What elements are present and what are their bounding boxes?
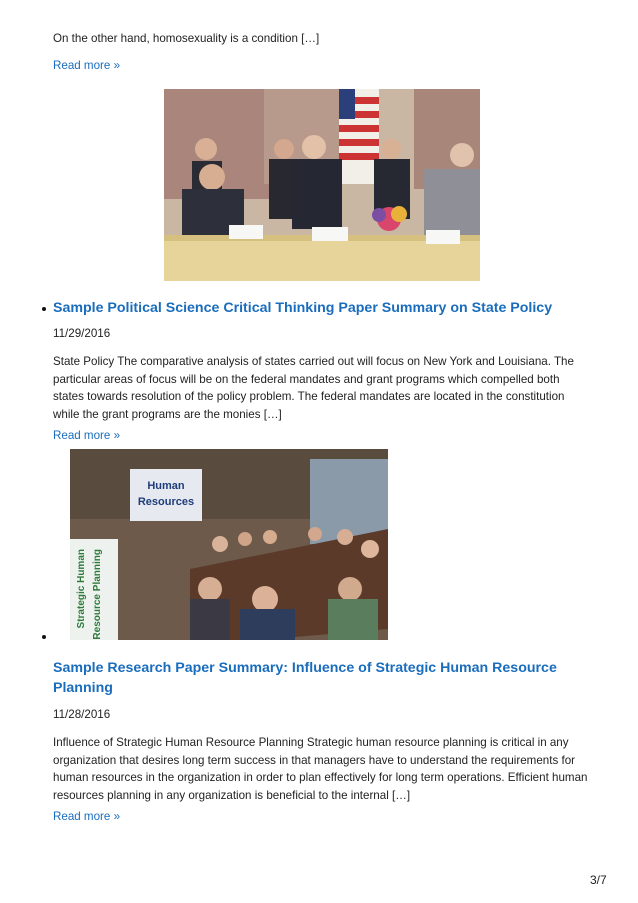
post-title-link[interactable]: Sample Research Paper Summary: Influence of Strategic Human Resource Planning [53,660,557,696]
meeting-photo-icon [164,89,480,281]
post-title-link[interactable]: Sample Political Science Critical Thinking Paper Summary on State Policy [53,300,553,316]
banner-line-2: Resource Planning [92,549,103,640]
classroom-photo[interactable] [70,449,388,640]
banner-line-1: Strategic Human [76,549,87,629]
list-bullet [42,307,46,311]
page-number: 3/7 [590,873,607,887]
post-excerpt-tail: On the other hand, homosexuality is a condition […] [53,32,320,45]
classroom-photo-icon [70,449,388,640]
post-date: 11/28/2016 [53,708,111,721]
read-more-link[interactable]: Read more » [53,59,121,72]
sign-line-2: Resources [137,496,195,508]
meeting-photo[interactable] [164,89,480,281]
read-more-link[interactable]: Read more » [53,429,121,442]
post-excerpt: Influence of Strategic Human Resource Planning Strategic human resource planning is critical in any organization that desires long term success in that managers have to understand the requirements for human resources in the organization in order to plan effectively for long term operations. Efficient human resources planning in any organization is beneficial to the internal […] [53,736,588,802]
sign-line-1: Human [147,480,185,492]
post-date: 11/29/2016 [53,327,111,340]
post-excerpt: State Policy The comparative analysis of states carried out will focus on New York and Louisiana. The particular areas of focus will be on the federal mandates and grant programs which compelled both states towards resolution of the policy problem. The federal mandates are located in the constitution while the grant programs are the monies […] [53,355,574,421]
list-bullet [42,635,46,639]
read-more-link[interactable]: Read more » [53,810,121,823]
